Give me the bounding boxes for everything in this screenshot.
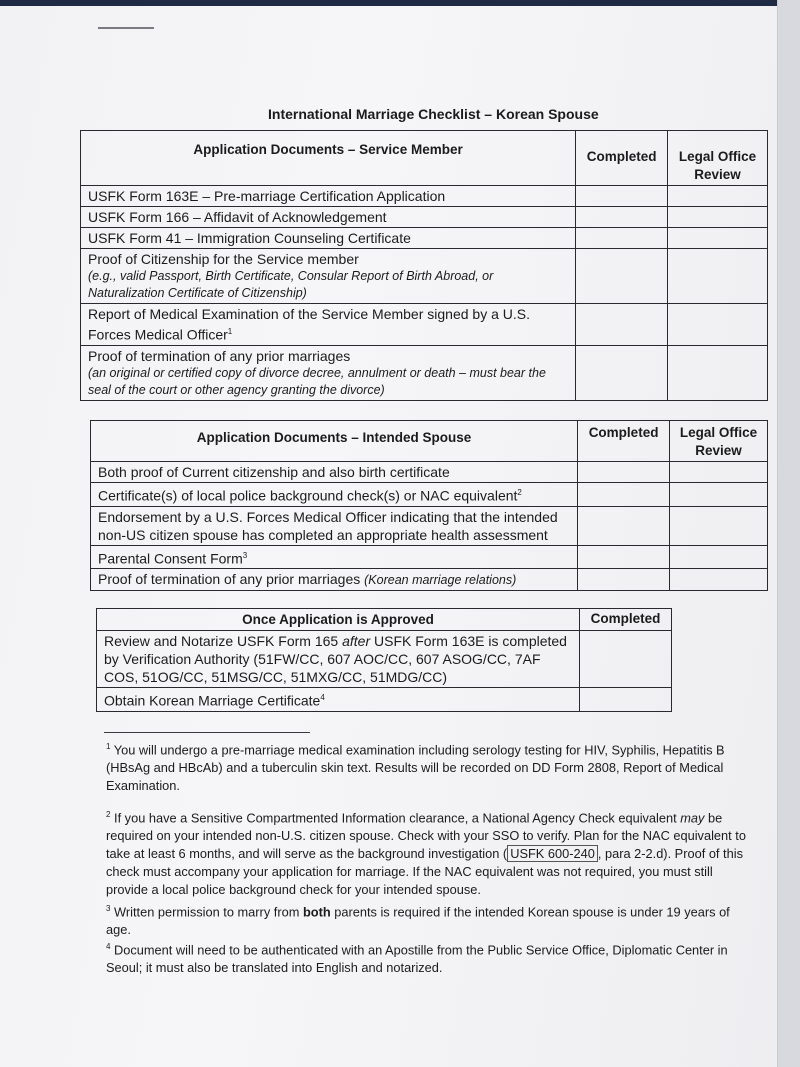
table-row [91,569,768,591]
completed-cell[interactable] [576,345,668,400]
row-note: (an original or certified copy of divorce decree, annulment or death – must bear the seal of the court or other agency granting the divorce) [88,365,546,397]
footnote-3 [106,900,756,939]
footnote-text: You will undergo a pre-marriage medical examination including serology testing for HIV, Syphilis, Hepatitis B (HBsAg and HBcAb) and a tuberculin skin text. Results will be recorded on DD Form 2808, Report of Medical Examination. [106,742,725,794]
row-label: Proof of Citizenship for the Service member [88,251,359,267]
row-label: Report of Medical Examination of the Service Member signed by a U.S. Forces Medical Officer [88,306,530,343]
footnote-text: , para 2-2.d). Proof of this check must accompany your application for marriage. If the NAC equivalent was not required, you must still provide a local police background check for your intended spouse. [106,846,743,898]
row-label: Review and Notarize USFK Form 165 [104,633,343,649]
emphasis-text: may [680,810,705,826]
table-header-row [91,421,768,462]
table-header-row [97,609,672,631]
table-header-row [81,131,768,186]
document-title: International Marriage Checklist – Korean Spouse [268,106,599,122]
footnote-1 [106,738,756,795]
completed-cell[interactable] [578,545,670,569]
completed-cell[interactable] [576,228,668,249]
row-label: USFK Form 41 – Immigration Counseling Certificate [88,230,411,246]
table-row [81,249,768,304]
legal-review-cell[interactable] [670,569,768,591]
completed-cell[interactable] [578,569,670,591]
table-row [97,631,672,688]
column-header: Completed [578,421,670,462]
footnote-2 [106,806,756,899]
row-label: USFK Form 163E – Pre-marriage Certification Application [88,188,446,204]
footnote-ref: 2 [517,488,522,497]
row-note: (Korean marriage relations) [364,573,517,588]
completed-cell[interactable] [580,688,672,712]
approval-table [96,608,672,712]
column-header: Completed [576,131,668,186]
completed-cell[interactable] [576,249,668,304]
footnote-4 [106,938,756,977]
regulation-reference: USFK 600-240 [507,845,598,862]
service-member-table [80,130,768,401]
table-row [91,545,768,569]
row-label: Parental Consent Form [98,550,243,567]
footnote-number: 3 [106,904,111,913]
completed-cell[interactable] [578,462,670,483]
background-edge [0,0,800,6]
legal-review-cell[interactable] [668,304,768,346]
completed-cell[interactable] [578,506,670,545]
legal-review-cell[interactable] [670,483,768,507]
legal-review-cell[interactable] [668,249,768,304]
emphasis-text: both [302,904,331,920]
completed-cell[interactable] [578,483,670,507]
column-header: Application Documents – Intended Spouse [91,421,578,462]
footnote-ref: 3 [242,550,248,560]
table-row [91,462,768,483]
row-label: Certificate(s) of local police background check(s) or NAC equivalent [98,487,518,504]
table-row [91,483,768,507]
row-note: (e.g., valid Passport, Birth Certificate, Consular Report of Birth Abroad, or Naturalization Certificate of Citizenship) [88,269,494,300]
footnote-text: If you have a Sensitive Compartmented Information clearance, a National Agency Check equivalent [114,810,681,826]
legal-review-cell[interactable] [670,506,768,545]
legal-review-cell[interactable] [668,228,768,249]
row-label: Proof of termination of any prior marriages [98,571,361,588]
row-label: USFK Form 166 – Affidavit of Acknowledgement [88,209,387,225]
row-label: Proof of termination of any prior marriages [88,347,351,364]
legal-review-cell[interactable] [670,462,768,483]
row-label: Obtain Korean Marriage Certificate [104,692,321,709]
emphasis-text: after [342,633,371,649]
table-row [97,688,672,712]
footnote-number: 4 [106,942,111,951]
completed-cell[interactable] [576,207,668,228]
table-row [81,186,768,207]
column-header: Application Documents – Service Member [81,131,576,186]
legal-review-cell[interactable] [670,545,768,569]
footnote-text: be required on your intended non-U.S. citizen spouse. Check with your SSO to verify. Plan for the NAC equivalent to take at least 6 months, and will serve as the background investigation ( [106,810,746,862]
row-label: Both proof of Current citizenship and also birth certificate [98,464,450,480]
footnote-ref: 4 [320,693,325,702]
table-row [81,345,768,400]
column-header: Legal Office Review [668,131,768,186]
column-header: Legal Office Review [670,421,768,462]
page-edge [777,0,800,1067]
footnote-text: parents is required if the intended Korean spouse is under 19 years of age. [106,904,730,938]
completed-cell[interactable] [576,304,668,346]
footnote-divider [104,732,310,733]
footnote-number: 1 [106,742,111,751]
column-header: Once Application is Approved [97,609,580,631]
table-row [81,207,768,228]
completed-cell[interactable] [580,631,672,688]
table-row [91,506,768,545]
footnote-text: Written permission to marry from [114,904,303,920]
legal-review-cell[interactable] [668,207,768,228]
intended-spouse-table [90,420,768,591]
column-header: Completed [580,609,672,631]
row-label: USFK Form 163E is completed by Verification Authority (51FW/CC, 607 AOC/CC, 607 ASOG/CC, 7AF COS, 51OG/CC, 51MSG/CC, 51MXG/CC, 51MDG/CC) [104,633,567,685]
footnote-text: Document will need to be authenticated with an Apostille from the Public Service Office, Diplomatic Center in Seoul; it must also be translated into English and notarized. [106,942,728,976]
legal-review-cell[interactable] [668,186,768,207]
table-row [81,304,768,346]
completed-cell[interactable] [576,186,668,207]
table-row [81,228,768,249]
footnote-number: 2 [106,810,111,819]
footnote-ref: 1 [227,327,233,336]
row-label: Endorsement by a U.S. Forces Medical Officer indicating that the intended non-US citizen spouse has completed an appropriate health assessment [98,508,558,543]
pen-mark [98,27,154,29]
legal-review-cell[interactable] [668,345,768,400]
